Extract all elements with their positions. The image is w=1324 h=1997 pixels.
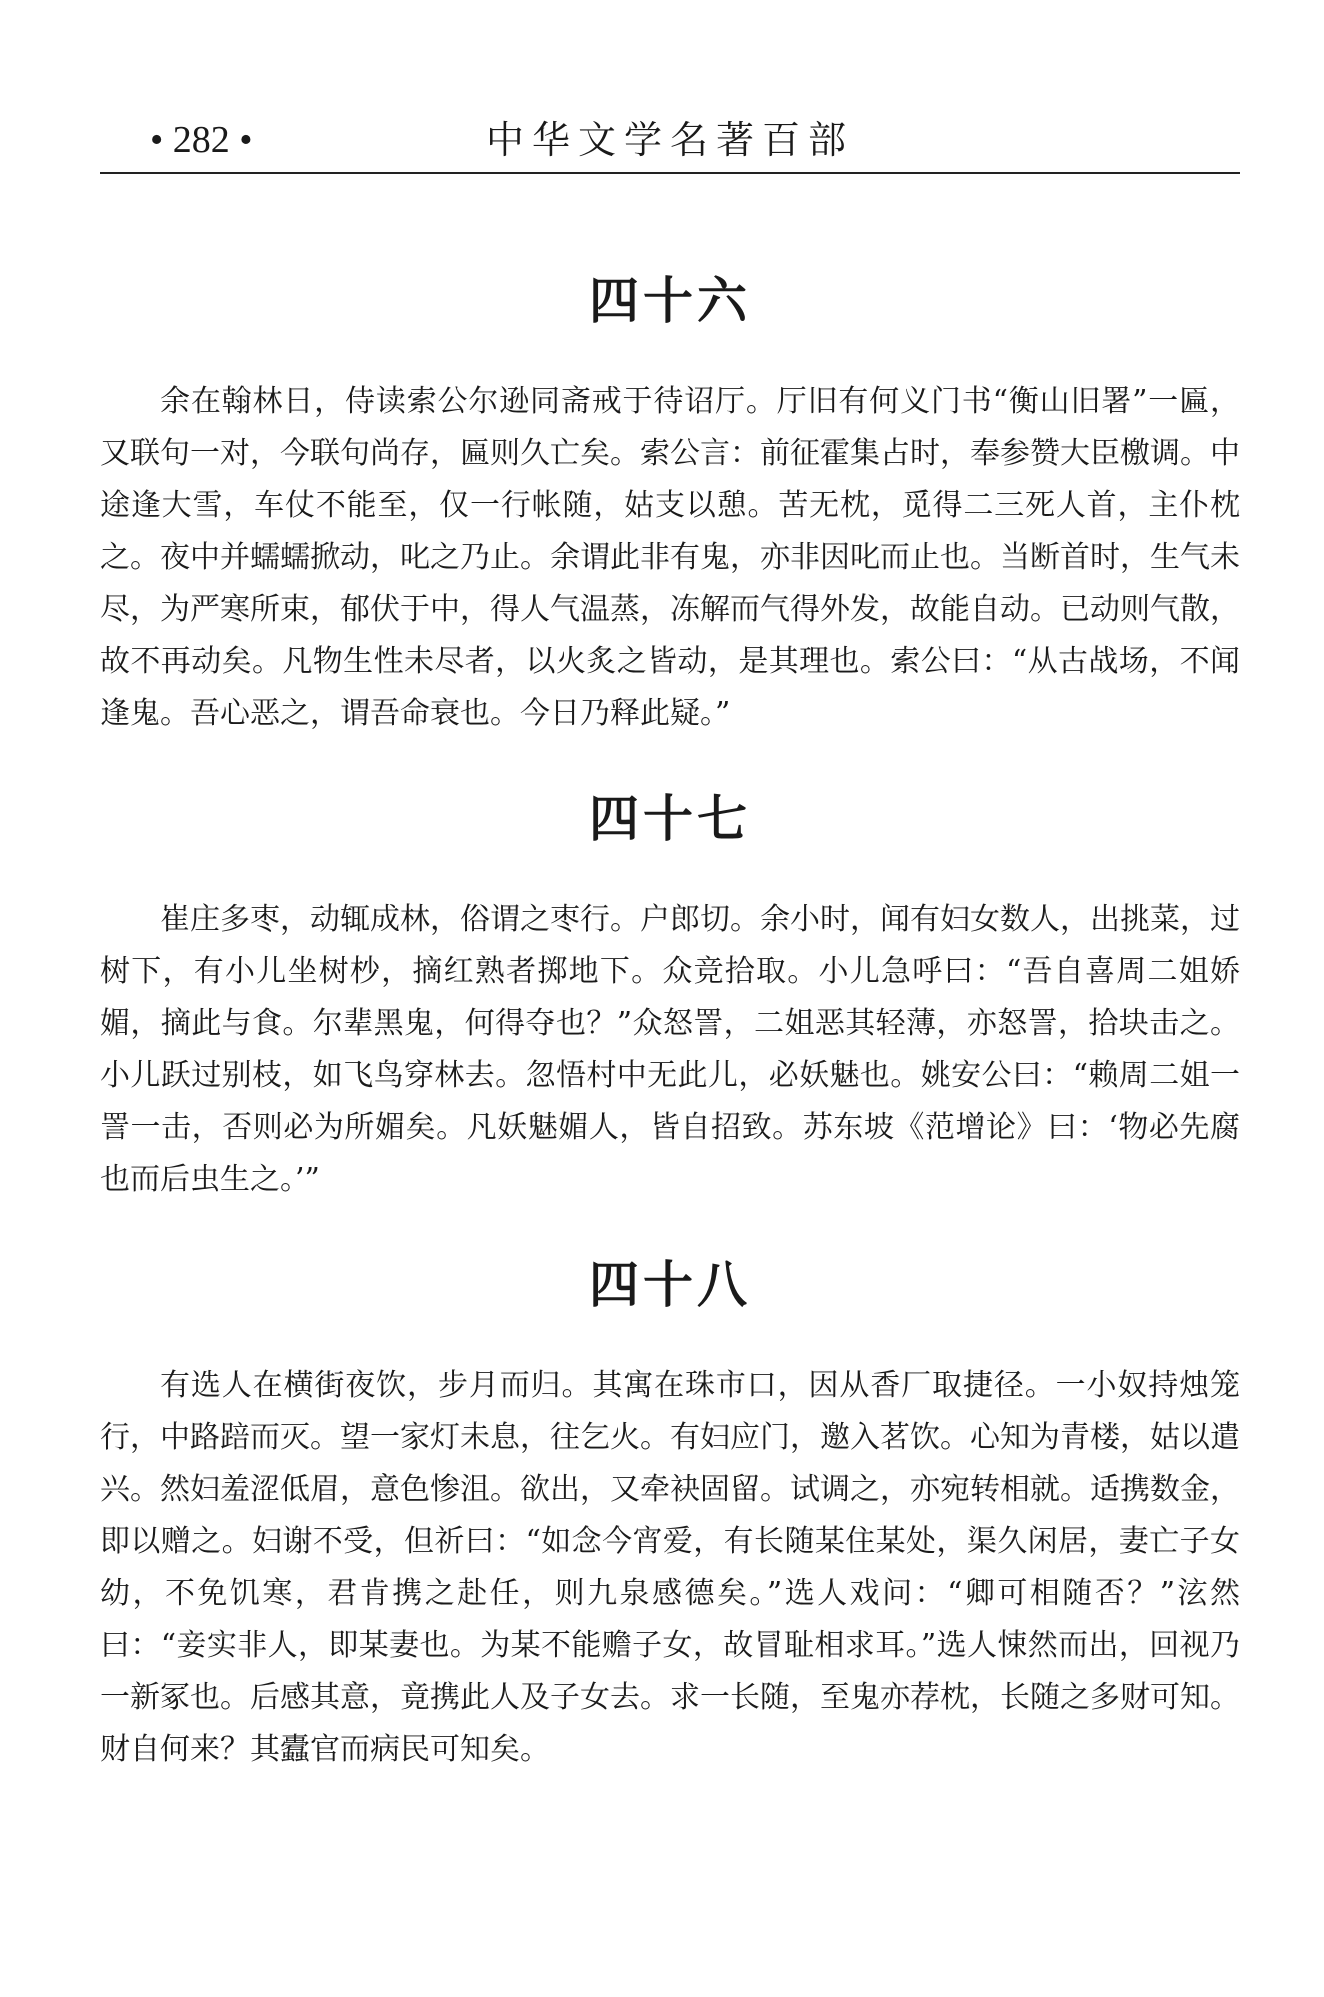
chapter-title: 四十八	[589, 1256, 751, 1314]
chapter-body: 有选人在横街夜饮，步月而归。其寓在珠市口，因从香厂取捷径。一小奴持烛笼行，中路踣而灭。望一家灯未息，往乞火。有妇应门，邀入茗饮。心知为青楼，姑以遣兴。然妇羞涩低眉，意色惨沮。欲出，又牵袂固留。试调之，亦宛转相就。适携数金，即以赠之。妇谢不受，但祈曰：“如念今宵爱，有长随某住某处，渠久闲居，妻亡子女幼，不免饥寒，君肯携之赴任，则九泉感德矣。”选人戏问：“卿可相随否？”泫然曰：“妾实非人，即某妻也。为某不能赡子女，故冒耻相求耳。”选人悚然而出，回视乃一新冢也。后感其意，竟携此人及子女去。求一长随，至鬼亦荐枕，长随之多财可知。财自何来？其蠹官而病民可知矣。	[100, 1368, 1240, 1767]
page-number: • 282 •	[150, 119, 253, 161]
header-rule	[100, 172, 1240, 174]
chapter-48	[100, 1250, 1240, 1776]
page-content	[100, 250, 1240, 1820]
chapter-body: 崔庄多枣，动辄成林，俗谓之枣行。户郎切。余小时，闻有妇女数人，出挑菜，过树下，有小儿坐树杪，摘红熟者掷地下。众竞拾取。小儿急呼曰：“吾自喜周二姐娇媚，摘此与食。尔辈黑鬼，何得夺也？”众怒詈，二姐恶其轻薄，亦怒詈，拾块击之。小儿跃过别枝，如飞鸟穿林去。忽悟村中无此儿，必妖魅也。姚安公曰：“赖周二姐一詈一击，否则必为所媚矣。凡妖魅媚人，皆自招致。苏东坡《范增论》曰：‘物必先腐也而后虫生之。’”	[100, 902, 1240, 1197]
chapter-46	[100, 266, 1240, 740]
chapter-title: 四十七	[589, 790, 751, 848]
page-header	[100, 108, 1240, 172]
chapter-title: 四十六	[589, 272, 751, 330]
book-title: 中华文学名著百部	[485, 118, 854, 162]
chapter-body: 余在翰林日，侍读索公尔逊同斋戒于待诏厅。厅旧有何义门书“衡山旧署”一匾，又联句一对，今联句尚存，匾则久亡矣。索公言：前征霍集占时，奉参赞大臣檄调。中途逢大雪，车仗不能至，仅一行帐随，姑支以憩。苦无枕，觅得二三死人首，主仆枕之。夜中并蠕蠕掀动，叱之乃止。余谓此非有鬼，亦非因叱而止也。当断首时，生气未尽，为严寒所束，郁伏于中，得人气温蒸，冻解而气得外发，故能自动。已动则气散，故不再动矣。凡物生性未尽者，以火炙之皆动，是其理也。索公曰：“从古战场，不闻逢鬼。吾心恶之，谓吾命衰也。今日乃释此疑。”	[100, 384, 1240, 731]
chapter-47	[100, 784, 1240, 1206]
